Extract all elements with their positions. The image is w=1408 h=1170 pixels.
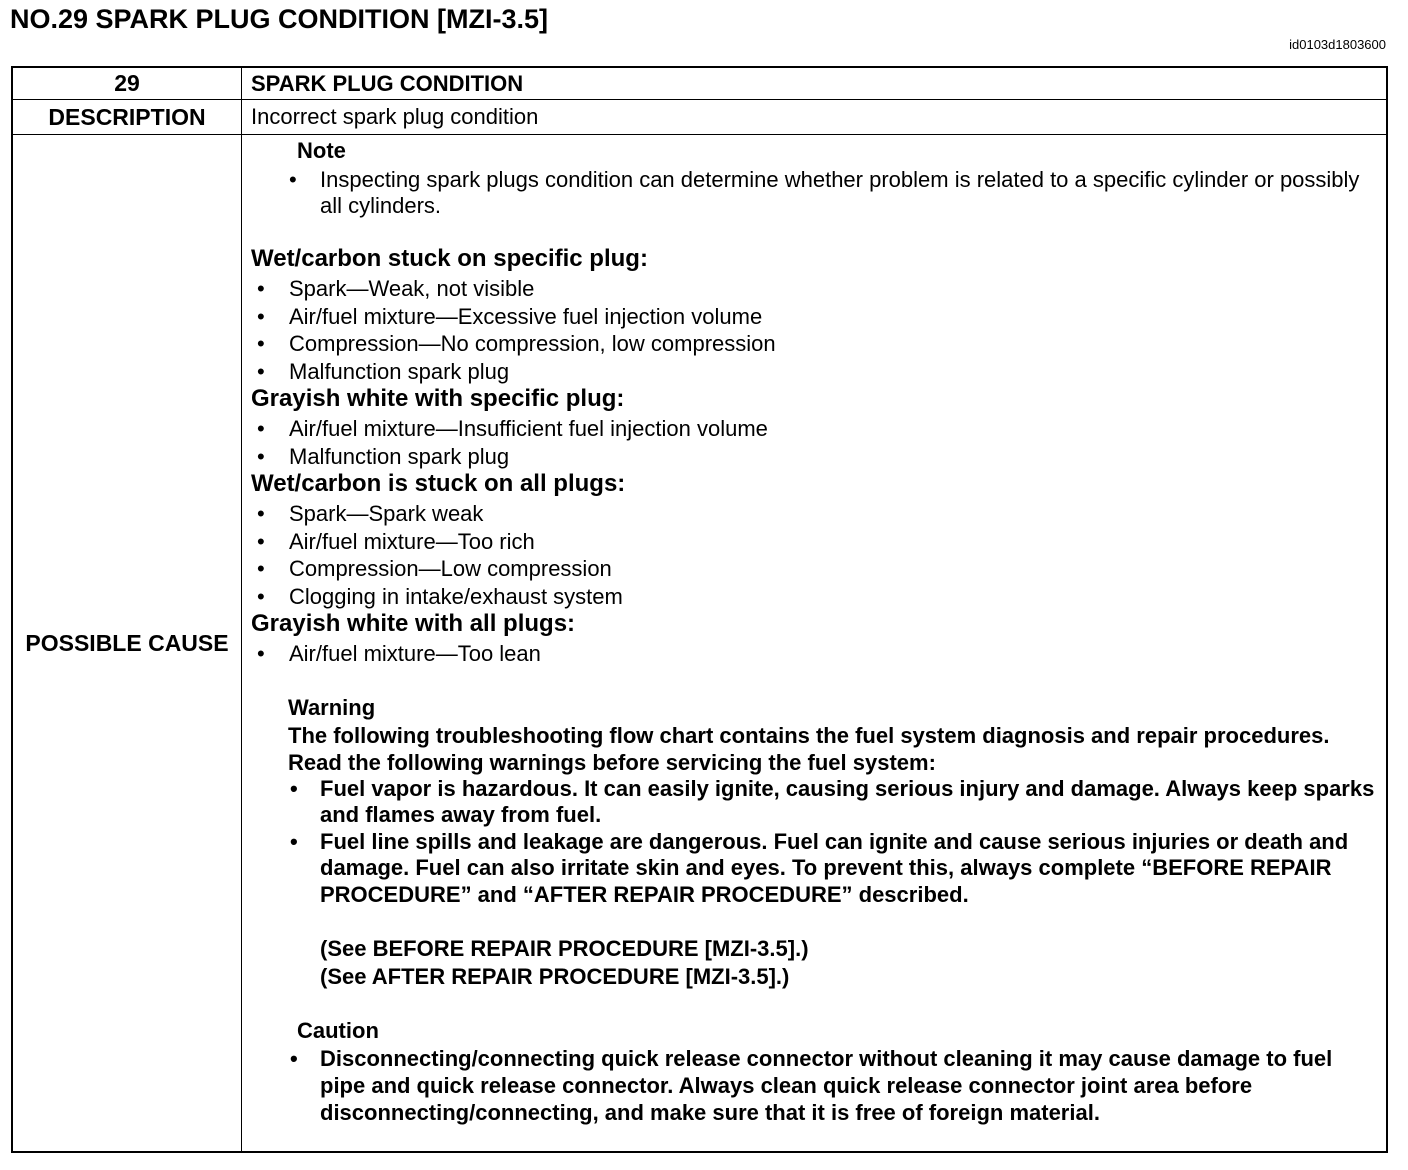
section-heading: Grayish white with all plugs: [251,610,576,637]
see-after-repair-link[interactable]: (See AFTER REPAIR PROCEDURE [MZI-3.5].) [320,964,790,989]
warning-list [288,776,1386,909]
cause-list [251,640,1386,668]
table-row [12,135,1387,1153]
page-title: NO.29 SPARK PLUG CONDITION [MZI-3.5] [10,4,549,34]
cause-list [251,415,1386,470]
section-heading: Wet/carbon stuck on specific plug: [251,245,648,272]
list-item: • Disconnecting/connecting quick release connector without cleaning it may cause damage to fuel pipe and quick release connector. Always clean quick release connector joint area before disconnecting/connecting, and make sure that it is free of foreign material. [251,1045,1386,1126]
list-item: • Air/fuel mixture—Excessive fuel injection volume [251,303,1386,331]
caution-list [251,1045,1386,1126]
section-heading: Grayish white with specific plug: [251,385,625,412]
section-title: SPARK PLUG CONDITION [251,71,524,96]
list-item: • Fuel line spills and leakage are dangerous. Fuel can ignite and cause serious injuries or death and damage. Fuel can also irritate skin and eyes. To prevent this, always complete “BEFORE REPAIR PROCEDURE” and “AFTER REPAIR PROCEDURE” described. [288,829,1386,909]
possible-cause-label: POSSIBLE CAUSE [12,135,242,1153]
see-before-repair-link[interactable]: (See BEFORE REPAIR PROCEDURE [MZI-3.5].) [320,936,809,961]
document-id: id0103d1803600 [1289,37,1386,52]
warning-intro: The following troubleshooting flow chart contains the fuel system diagnosis and repair procedures. Read the following warnings before servicing the fuel system: [288,722,1330,775]
list-item: • Air/fuel mixture—Too rich [251,528,1386,556]
table-row [12,100,1387,135]
list-item: • Clogging in intake/exhaust system [251,583,1386,611]
see-references [320,935,1386,991]
list-item: • Air/fuel mixture—Insufficient fuel injection volume [251,415,1386,443]
warning-block [288,694,1386,992]
note-heading: Note [297,138,346,163]
description-label: DESCRIPTION [12,100,242,135]
list-item: • Spark—Spark weak [251,500,1386,528]
list-item: • Malfunction spark plug [251,358,1386,386]
cause-list [251,275,1386,385]
note-list [251,167,1386,219]
warning-heading: Warning [288,694,376,720]
list-item: • Spark—Weak, not visible [251,275,1386,303]
list-item: • Malfunction spark plug [251,443,1386,471]
troubleshooting-table [11,66,1388,1153]
list-item: • Compression—No compression, low compression [251,330,1386,358]
caution-heading: Caution [297,1018,379,1043]
description-cell [242,100,1388,135]
list-item: • Compression—Low compression [251,555,1386,583]
description-text: Incorrect spark plug condition [251,104,539,129]
possible-cause-cell [242,135,1388,1153]
table-row [12,67,1387,100]
row-number-cell: 29 [12,67,242,100]
list-item: • Air/fuel mixture—Too lean [251,640,1386,668]
list-item: • Inspecting spark plugs condition can determine whether problem is related to a specific cylinder or possibly all cylinders. [251,167,1386,219]
list-item: • Fuel vapor is hazardous. It can easily ignite, causing serious injury and damage. Always keep sparks and flames away from fuel. [288,776,1386,829]
section-heading: Wet/carbon is stuck on all plugs: [251,470,626,497]
row-title-cell [242,67,1388,100]
cause-list [251,500,1386,610]
caution-block [251,1017,1386,1126]
